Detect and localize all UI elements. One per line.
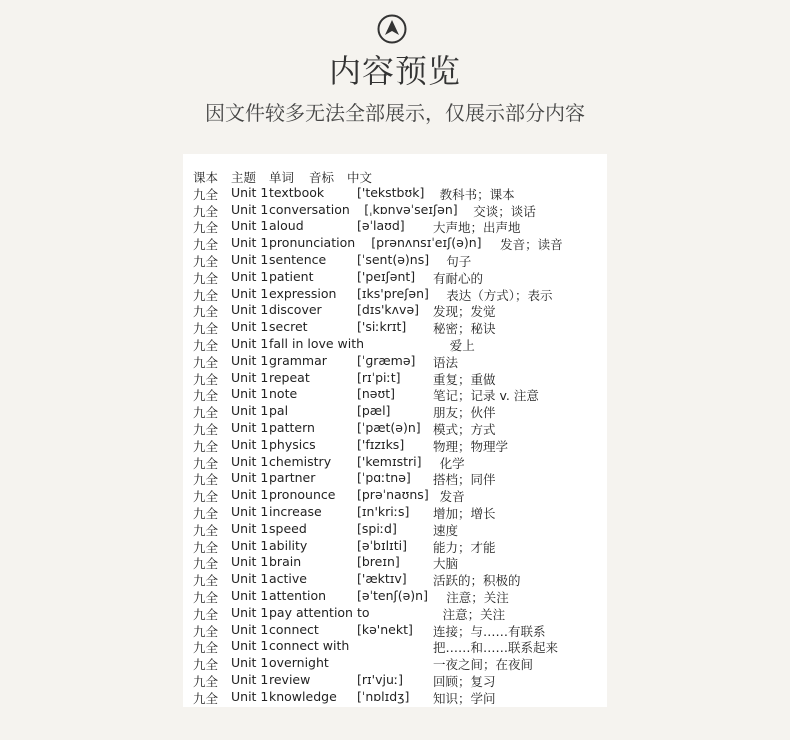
textbook-cell: 九全 [193,674,219,689]
word-cell: textbook [269,184,325,200]
meaning-cell: 发音 [439,489,465,505]
unit-cell: Unit 1 [231,285,269,301]
meaning-cell: 模式；方式 [433,422,496,437]
unit-cell: Unit 1 [231,638,269,654]
word-cell: sentence [269,252,327,267]
unit-cell: Unit 1 [231,588,269,603]
unit-cell: Unit 1 [231,336,269,351]
unit-cell: Unit 1 [231,688,269,704]
unit-cell: Unit 1 [231,470,269,486]
phonetic-cell: ['tekstbʊk] [357,184,425,200]
unit-cell: Unit 1 [231,571,269,587]
phonetic-cell: [rɪˈpiːt] [357,369,401,385]
logo [377,14,407,44]
unit-cell: Unit 1 [231,604,269,620]
meaning-cell: 教科书；课本 [439,186,515,202]
meaning-cell: 表达（方式）；表示 [446,287,553,303]
page-title: 内容预览 [328,52,461,90]
phonetic-cell: [ˈɡræmə] [357,352,416,368]
unit-cell: Unit 1 [231,252,269,267]
word-cell: patient [269,268,314,284]
phonetic-cell: 音标 [309,170,335,185]
textbook-cell: 九全 [193,371,219,387]
unit-cell: Unit 1 [231,218,269,234]
meaning-cell: 活跃的；积极的 [433,573,521,589]
phonetic-cell: ['kemɪstri] [357,453,422,469]
textbook-cell: 九全 [193,606,219,622]
word-cell: physics [269,436,316,452]
word-cell: review [269,672,311,687]
meaning-cell: 知识；学问 [433,690,496,706]
phonetic-cell: [əˈlaʊd] [357,218,405,234]
textbook-cell: 九全 [193,338,219,353]
word-cell: ability [269,537,308,553]
phonetic-cell: [pæl] [357,403,391,419]
phonetic-cell: [spiːd] [357,520,397,536]
word-cell: fall in love with [269,336,365,351]
unit-cell: Unit 1 [231,487,269,503]
meaning-cell: 一夜之间；在夜间 [433,657,534,673]
phonetic-cell: ['æktɪv] [357,571,407,587]
meaning-cell: 注意；关注 [442,606,506,622]
unit-cell: Unit 1 [231,369,269,385]
word-cell: aloud [269,218,304,234]
textbook-cell: 九全 [193,657,219,673]
unit-cell: Unit 1 [231,235,269,251]
textbook-cell: 九全 [193,539,219,555]
word-cell: expression [269,285,337,301]
word-cell: pal [269,403,289,419]
phonetic-cell: [ˈpɑːtnə] [357,470,411,486]
word-cell: increase [269,504,322,519]
textbook-cell: 九全 [193,287,219,303]
meaning-cell: 交谈；谈话 [473,203,536,219]
word-cell: repeat [269,369,310,385]
textbook-cell: 九全 [193,472,219,488]
textbook-cell: 九全 [193,203,219,219]
textbook-cell: 九全 [193,304,219,320]
textbook-cell: 九全 [193,186,219,202]
meaning-cell: 回顾；复习 [433,674,496,689]
word-cell: partner [269,470,316,486]
word-cell: attention [269,588,327,603]
textbook-cell: 课本 [193,170,219,185]
meaning-cell: 爱上 [449,338,475,353]
meaning-cell: 笔记；记录 v. 注意 [433,388,539,404]
word-cell: grammar [269,352,327,368]
word-cell: 单词 [269,170,295,185]
meaning-cell: 句子 [446,254,472,269]
unit-cell: Unit 1 [231,520,269,536]
textbook-cell: 九全 [193,220,219,236]
word-cell: pronunciation [269,235,356,251]
unit-cell: Unit 1 [231,352,269,368]
word-cell: active [269,571,307,587]
unit-cell: Unit 1 [231,504,269,519]
phonetic-cell: [ˈnɒlɪdʒ] [357,688,410,704]
unit-cell: Unit 1 [231,268,269,284]
textbook-cell: 九全 [193,422,219,437]
phonetic-cell: [ɪks'preʃən] [357,285,429,301]
meaning-cell: 中文 [347,170,373,185]
unit-cell: Unit 1 [231,453,269,469]
textbook-cell: 九全 [193,690,219,706]
meaning-cell: 注意；关注 [446,590,509,605]
unit-cell: Unit 1 [231,672,269,687]
unit-cell: Unit 1 [231,386,269,402]
word-cell: secret [269,319,308,335]
word-cell: note [269,386,298,402]
phonetic-cell: [nəʊt] [357,386,395,402]
phonetic-cell: [kə'nekt] [357,621,413,637]
word-cell: connect with [269,638,350,654]
meaning-cell: 发音；读音 [500,237,563,253]
phonetic-cell: ['fɪzɪks] [357,436,405,452]
textbook-cell: 九全 [193,388,219,404]
phonetic-cell: [əˈbɪlɪti] [357,537,407,553]
unit-cell: Unit 1 [231,302,269,318]
textbook-cell: 九全 [193,237,219,253]
textbook-cell: 九全 [193,438,219,454]
phonetic-cell: [dɪs'kʌvə] [357,302,420,318]
meaning-cell: 把……和……联系起来 [433,640,559,656]
phonetic-cell: [breɪn] [357,554,400,570]
phonetic-cell: [ˈpæt(ə)n] [357,420,421,435]
textbook-cell: 九全 [193,556,219,572]
unit-cell: Unit 1 [231,319,269,335]
phonetic-cell: [əˈtenʃ(ə)n] [357,588,428,603]
page-subtitle: 因文件较多无法全部展示，仅展示部分内容 [205,101,585,125]
word-cell: pattern [269,420,315,435]
meaning-cell: 重复；重做 [433,371,496,387]
word-cell: chemistry [269,453,332,469]
word-cell: pronounce [269,487,336,503]
meaning-cell: 连接；与……有联系 [433,623,546,639]
textbook-cell: 九全 [193,506,219,521]
word-cell: overnight [269,655,329,671]
phonetic-cell: [ɪn'kriːs] [357,504,410,519]
textbook-cell: 九全 [193,522,219,538]
word-cell: connect [269,621,319,637]
word-cell: knowledge [269,688,337,704]
meaning-cell: 搭档；同伴 [433,472,496,488]
compass-arrow-icon [377,14,407,44]
word-cell: brain [269,554,302,570]
textbook-cell: 九全 [193,573,219,589]
meaning-cell: 秘密；秘诀 [433,321,496,337]
meaning-cell: 速度 [433,522,459,538]
textbook-cell: 九全 [193,623,219,639]
word-cell: discover [269,302,322,318]
unit-cell: Unit 1 [231,420,269,435]
unit-cell: Unit 1 [231,655,269,671]
word-cell: pay attention to [269,604,370,620]
textbook-cell: 九全 [193,455,219,471]
phonetic-cell: [ˈsent(ə)ns] [357,252,430,267]
textbook-cell: 九全 [193,640,219,656]
phonetic-cell: [rɪ'vjuː] [357,672,403,687]
meaning-cell: 有耐心的 [433,270,484,286]
phonetic-cell: [ˌkɒnvəˈseɪʃən] [364,201,458,217]
meaning-cell: 发现；发觉 [433,304,496,320]
unit-cell: 主题 [231,170,257,185]
unit-cell: Unit 1 [231,537,269,553]
textbook-cell: 九全 [193,405,219,421]
word-cell: speed [269,520,307,536]
textbook-cell: 九全 [193,489,219,505]
textbook-cell: 九全 [193,254,219,269]
unit-cell: Unit 1 [231,621,269,637]
unit-cell: Unit 1 [231,201,269,217]
unit-cell: Unit 1 [231,554,269,570]
unit-cell: Unit 1 [231,403,269,419]
meaning-cell: 语法 [433,354,459,370]
meaning-cell: 能力；才能 [433,539,496,555]
textbook-cell: 九全 [193,270,219,286]
meaning-cell: 物理；物理学 [433,438,509,454]
meaning-cell: 大脑 [433,556,459,572]
unit-cell: Unit 1 [231,184,269,200]
phonetic-cell: [prəˈnaʊns] [357,487,429,503]
meaning-cell: 增加；增长 [433,506,496,521]
unit-cell: Unit 1 [231,436,269,452]
textbook-cell: 九全 [193,354,219,370]
word-cell: conversation [269,201,350,217]
meaning-cell: 化学 [439,455,465,471]
meaning-cell: 大声地；出声地 [433,220,521,236]
phonetic-cell: ['siːkrɪt] [357,319,407,335]
textbook-cell: 九全 [193,590,219,605]
meaning-cell: 朋友；伙伴 [433,405,496,421]
phonetic-cell: [prənʌnsɪˈeɪʃ(ə)n] [371,235,482,251]
phonetic-cell: ['peɪʃənt] [357,268,416,284]
textbook-cell: 九全 [193,321,219,337]
document-preview [183,154,607,707]
